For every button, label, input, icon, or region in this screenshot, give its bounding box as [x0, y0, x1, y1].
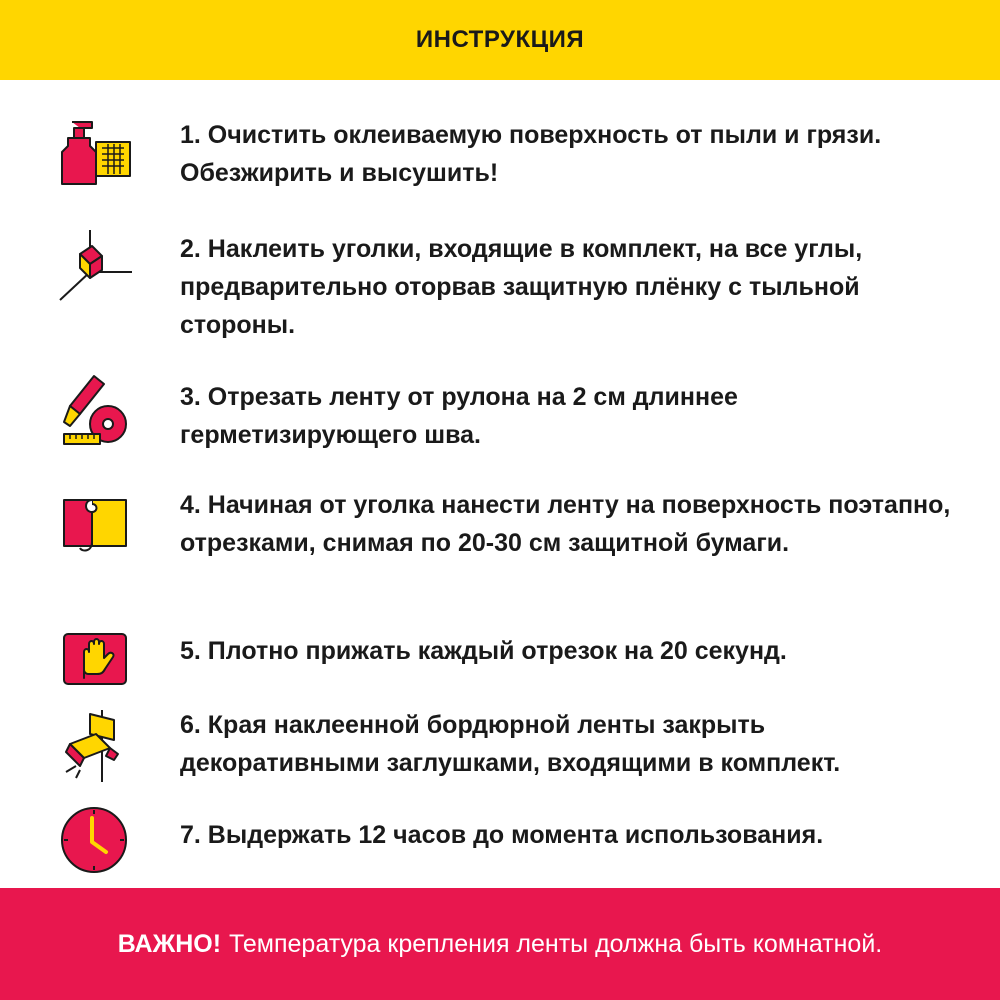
step-7-text: 7. Выдержать 12 часов до момента использования.: [180, 821, 824, 849]
step-1-text: 1. Очистить оклеиваемую поверхность от пыли и грязи. Обезжирить и высушить!: [180, 121, 882, 187]
tape-strip-icon: [54, 486, 134, 566]
end-cap-icon: [54, 706, 134, 786]
cutter-tape-measure-icon: [54, 372, 134, 452]
important-label: ВАЖНО!: [117, 929, 222, 958]
clock-icon: [54, 800, 134, 880]
important-note-text: Температура крепления ленты должна быть комнатной.: [229, 929, 883, 958]
step-2-text: 2. Наклеить уголки, входящие в комплект, на все углы, предварительно оторвав защитную плёнку с тыльной стороны.: [180, 235, 863, 339]
page-title: ИНСТРУКЦИЯ: [415, 26, 585, 53]
step-6-text: 6. Края наклеенной бордюрной ленты закрыть декоративными заглушками, входящими в комплект.: [180, 711, 841, 777]
important-note-bar: [0, 888, 1000, 1000]
step-5-text: 5. Плотно прижать каждый отрезок на 20 секунд.: [180, 637, 787, 665]
header-bar: [0, 0, 1000, 80]
corner-piece-icon: [54, 226, 134, 306]
spray-bottle-sponge-icon: [54, 116, 134, 196]
step-4-text: 4. Начиная от уголка нанести ленту на поверхность поэтапно, отрезками, снимая по 20-30 см защитной бумаги.: [180, 491, 951, 557]
step-3-text: 3. Отрезать ленту от рулона на 2 см длиннее герметизирующего шва.: [180, 383, 738, 449]
hand-press-icon: [54, 622, 134, 702]
